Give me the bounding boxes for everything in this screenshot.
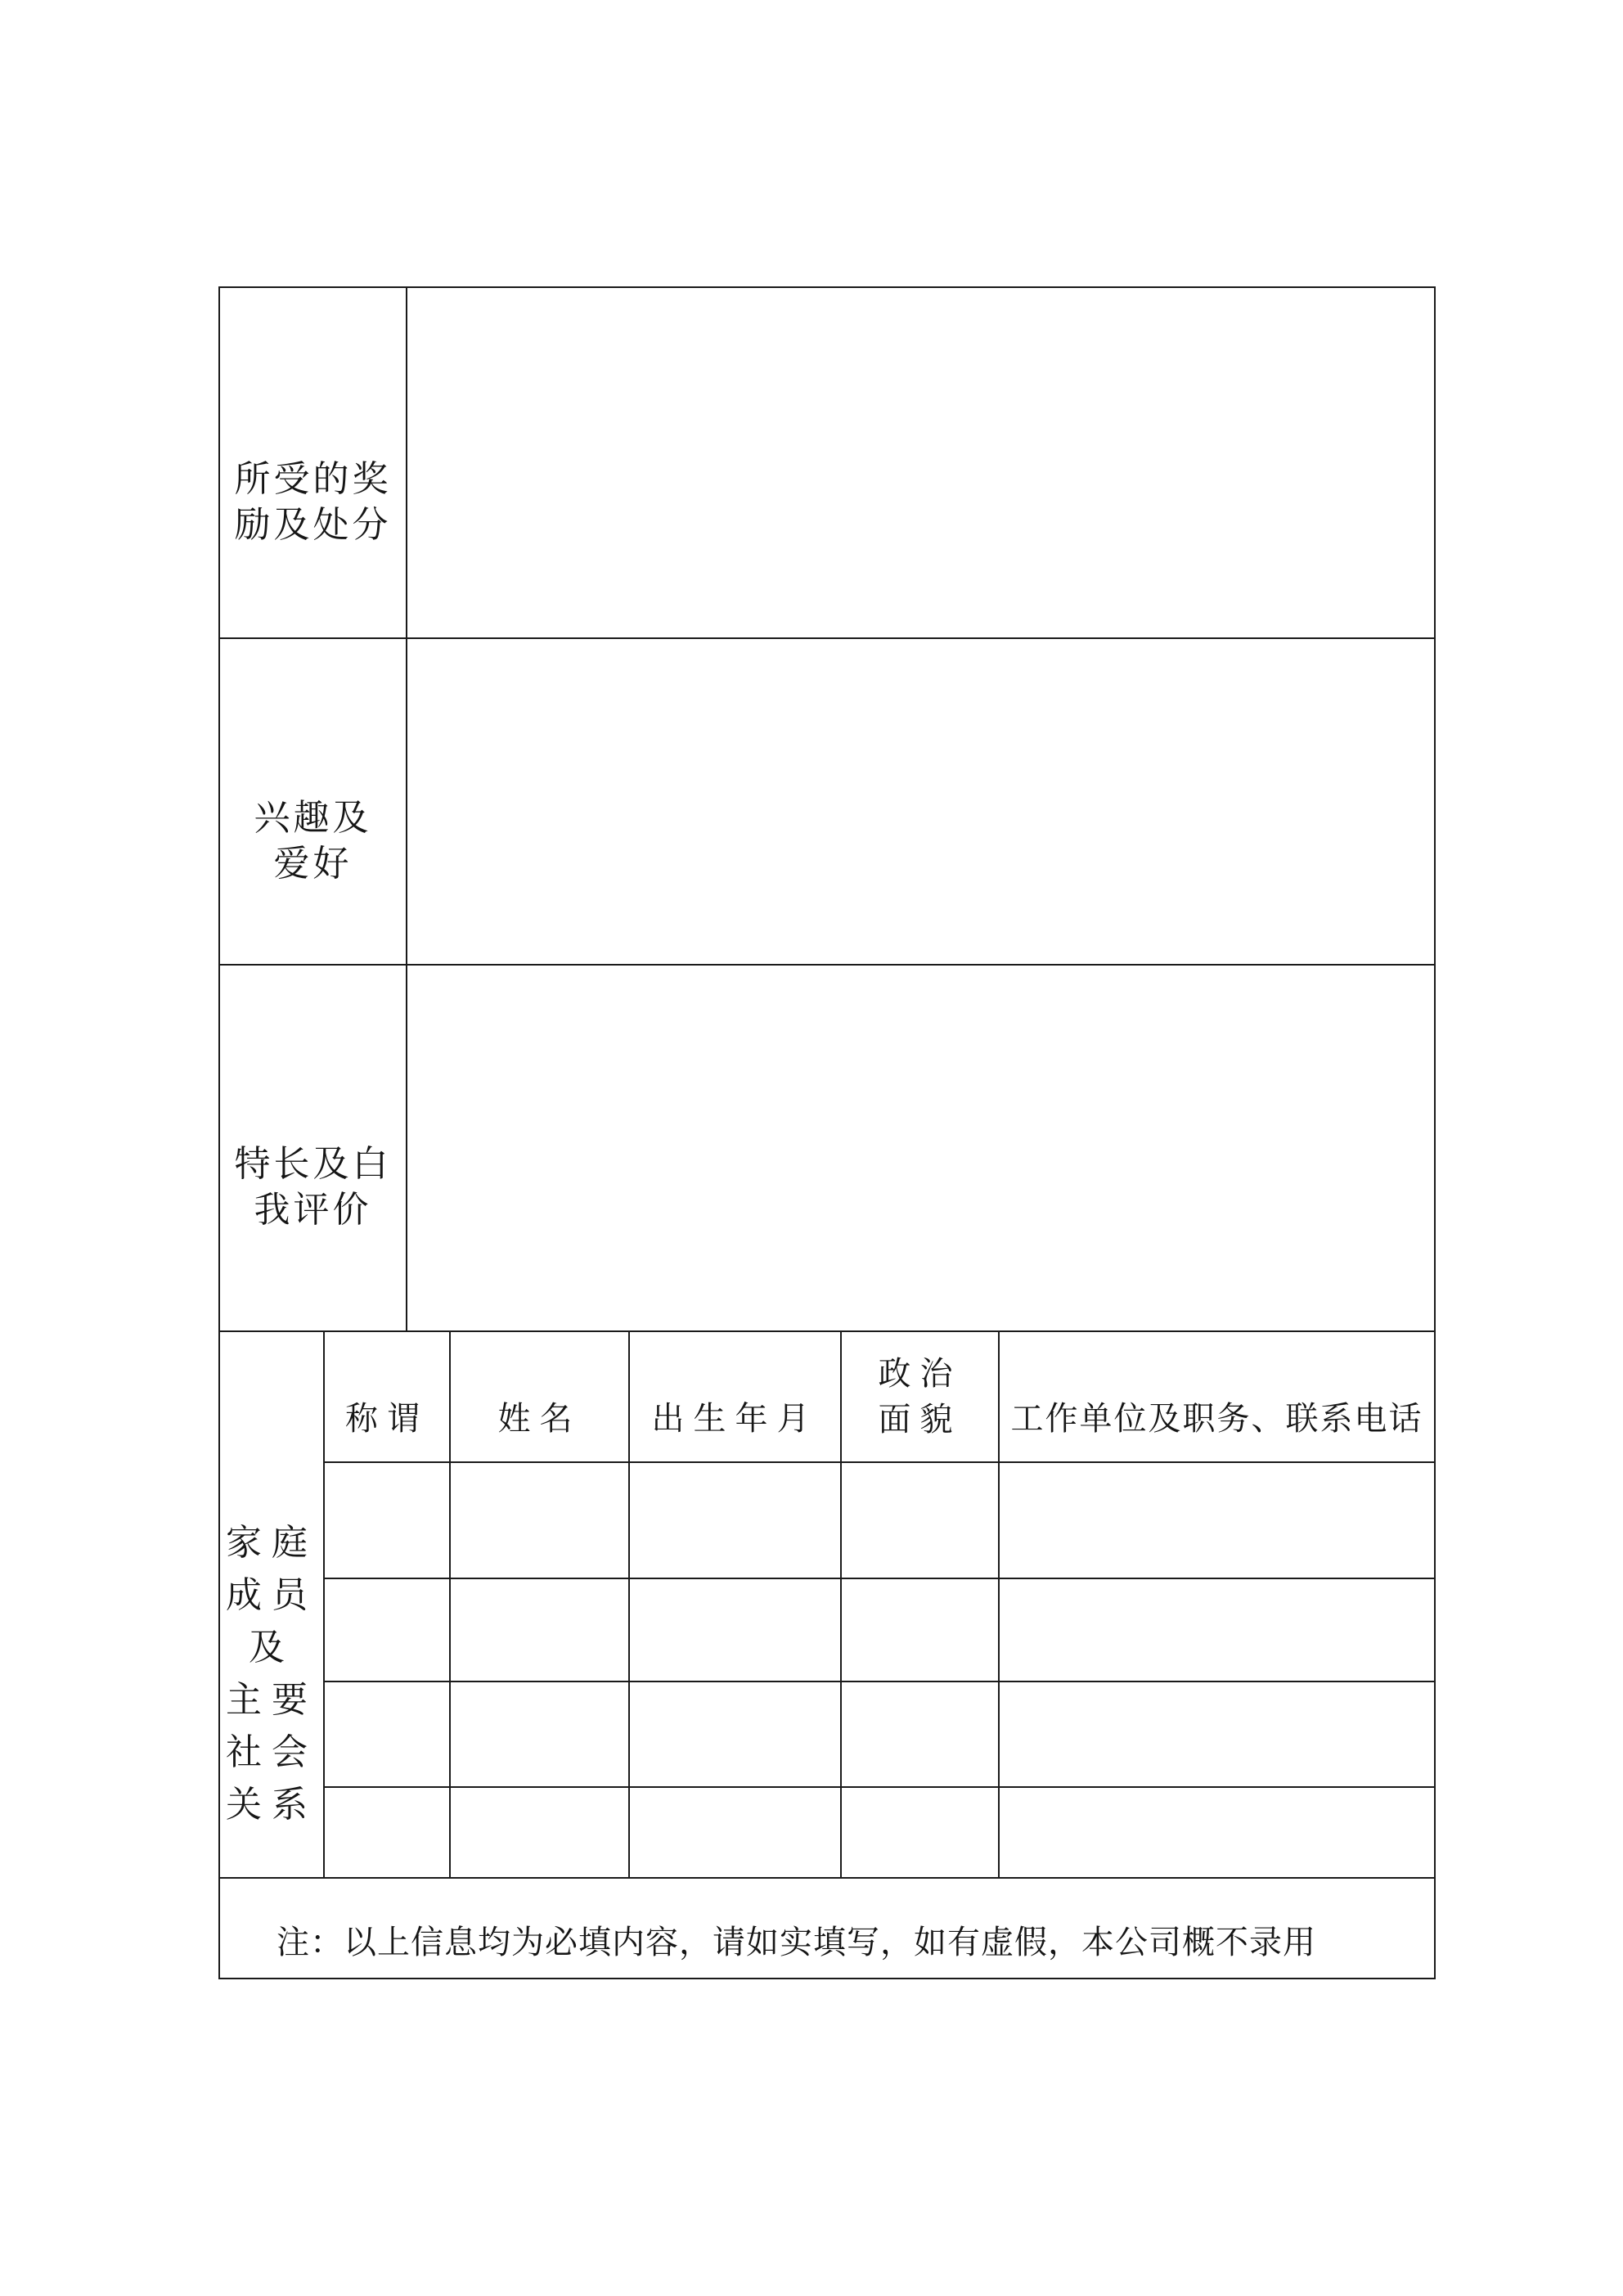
family-r3-relation-cell[interactable] — [325, 1682, 451, 1788]
family-label-line-5: 社会 — [226, 1731, 317, 1773]
self-eval-label-line-2: 我评价 — [254, 1189, 372, 1231]
family-r3-political-cell[interactable] — [842, 1682, 1000, 1788]
family-header-political-line-1: 政治 — [878, 1355, 962, 1393]
family-r2-name-cell[interactable] — [451, 1579, 630, 1682]
family-label-line-4: 主要 — [226, 1679, 317, 1721]
family-header-relation: 称谓 — [345, 1400, 429, 1438]
family-r1-relation-cell[interactable] — [325, 1463, 451, 1579]
family-label-line-3: 及 — [249, 1627, 294, 1668]
family-r3-birth-cell[interactable] — [630, 1682, 842, 1788]
note-cell — [220, 1879, 1434, 1978]
family-label-line-2: 成员 — [226, 1574, 317, 1616]
interests-content-cell[interactable] — [407, 639, 1434, 966]
family-r1-work-cell[interactable] — [1000, 1463, 1434, 1579]
family-header-birth: 出生年月 — [651, 1400, 819, 1438]
family-header-political-cell — [842, 1332, 1000, 1463]
family-r2-relation-cell[interactable] — [325, 1579, 451, 1682]
note-section — [220, 1879, 1434, 1978]
awards-label-line-1: 所受的奖 — [234, 457, 392, 500]
family-r4-work-cell[interactable] — [1000, 1788, 1434, 1879]
family-r3-work-cell[interactable] — [1000, 1682, 1434, 1788]
interests-label-line-1: 兴趣及 — [254, 796, 372, 839]
family-r1-political-cell[interactable] — [842, 1463, 1000, 1579]
family-r4-political-cell[interactable] — [842, 1788, 1000, 1879]
family-r4-relation-cell[interactable] — [325, 1788, 451, 1879]
family-label — [226, 1517, 317, 1831]
family-header-relation-cell — [325, 1332, 451, 1463]
self-eval-label-line-1: 特长及白 — [234, 1143, 392, 1185]
family-r2-birth-cell[interactable] — [630, 1579, 842, 1682]
family-header-political — [879, 1351, 962, 1443]
family-section — [220, 1332, 1434, 1879]
family-label-line-6: 关系 — [226, 1784, 317, 1826]
awards-label — [235, 457, 392, 548]
application-form-table — [218, 286, 1436, 1979]
self-eval-label — [235, 1141, 392, 1233]
family-r4-name-cell[interactable] — [451, 1788, 630, 1879]
family-r1-name-cell[interactable] — [451, 1463, 630, 1579]
awards-content-cell[interactable] — [407, 288, 1434, 639]
family-r2-political-cell[interactable] — [842, 1579, 1000, 1682]
family-r3-name-cell[interactable] — [451, 1682, 630, 1788]
family-header-work: 工作单位及职务、联系电话 — [1010, 1400, 1423, 1438]
family-header-name: 姓名 — [497, 1400, 582, 1438]
family-r4-birth-cell[interactable] — [630, 1788, 842, 1879]
family-r1-birth-cell[interactable] — [630, 1463, 842, 1579]
awards-label-line-2: 励及处分 — [234, 503, 392, 546]
family-r2-work-cell[interactable] — [1000, 1579, 1434, 1682]
interests-label — [254, 795, 372, 887]
family-header-work-cell — [1000, 1332, 1434, 1463]
interests-label-cell — [220, 639, 407, 966]
family-header-name-cell — [451, 1332, 630, 1463]
family-label-line-1: 家庭 — [226, 1522, 317, 1564]
family-label-cell — [220, 1332, 325, 1879]
family-header-birth-cell — [630, 1332, 842, 1463]
self-eval-content-cell[interactable] — [407, 966, 1434, 1332]
note-text: 注：以上信息均为必填内容，请如实填写，如有虚假，本公司概不录用 — [276, 1924, 1316, 1961]
self-eval-label-cell — [220, 966, 407, 1332]
upper-rows-section — [220, 288, 1434, 1332]
interests-label-line-2: 爱好 — [273, 842, 353, 885]
family-header-political-line-2: 面貌 — [878, 1401, 962, 1438]
awards-label-cell — [220, 288, 407, 639]
